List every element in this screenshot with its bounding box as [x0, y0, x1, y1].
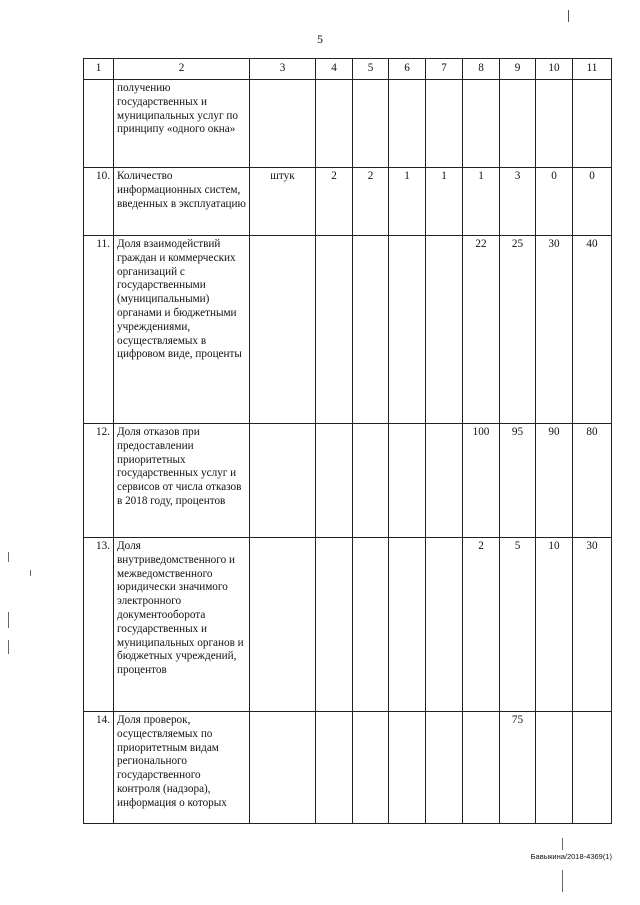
value-cell: [536, 80, 573, 168]
value-cell: [316, 80, 353, 168]
value-cell: 22: [463, 236, 500, 424]
value-cell: 5: [500, 538, 536, 712]
value-cell: [353, 538, 389, 712]
value-cell: [426, 236, 463, 424]
value-cell: 90: [536, 424, 573, 538]
table-row: [84, 168, 612, 236]
value-cell: 2: [353, 168, 389, 236]
value-cell: [573, 80, 612, 168]
value-cell: [463, 712, 500, 824]
value-cell: 0: [536, 168, 573, 236]
indicator-name: Доля отказов при предоставлении приоритетных государственных услуг и сервисов от числа отказов в 2018 году, процентов: [114, 424, 250, 538]
value-cell: 2: [463, 538, 500, 712]
table-row: [84, 424, 612, 538]
value-cell: 0: [573, 168, 612, 236]
table-row: [84, 236, 612, 424]
value-cell: [389, 80, 426, 168]
value-cell: 1: [389, 168, 426, 236]
header-cell: 9: [500, 59, 536, 80]
header-cell: 10: [536, 59, 573, 80]
table-row: [84, 538, 612, 712]
header-cell: 1: [84, 59, 114, 80]
value-cell: [353, 80, 389, 168]
header-cell: 3: [250, 59, 316, 80]
value-cell: 25: [500, 236, 536, 424]
indicators-table: [83, 58, 612, 824]
value-cell: 80: [573, 424, 612, 538]
value-cell: 30: [536, 236, 573, 424]
row-number: 14.: [84, 712, 114, 824]
value-cell: 1: [426, 168, 463, 236]
scan-mark-bottom: [562, 870, 563, 892]
indicator-name: Количество информационных систем, введенных в эксплуатацию: [114, 168, 250, 236]
value-cell: [536, 712, 573, 824]
value-cell: [316, 712, 353, 824]
header-cell: 8: [463, 59, 500, 80]
value-cell: 1: [463, 168, 500, 236]
unit-cell: [250, 424, 316, 538]
value-cell: [353, 712, 389, 824]
unit-cell: [250, 538, 316, 712]
table-row: [84, 712, 612, 824]
value-cell: [500, 80, 536, 168]
value-cell: [573, 712, 612, 824]
value-cell: [426, 712, 463, 824]
row-number: 12.: [84, 424, 114, 538]
header-row: [84, 59, 612, 80]
value-cell: [316, 236, 353, 424]
header-cell: 6: [389, 59, 426, 80]
scan-mark-left: [8, 552, 9, 562]
value-cell: 2: [316, 168, 353, 236]
indicator-name: Доля внутриведомственного и межведомственного юридически значимого электронного документооборота государственных и муниципальных органов и бюджетных учреждений, процентов: [114, 538, 250, 712]
unit-cell: [250, 236, 316, 424]
row-number: 10.: [84, 168, 114, 236]
header-cell: 7: [426, 59, 463, 80]
row-number: 11.: [84, 236, 114, 424]
value-cell: [389, 712, 426, 824]
value-cell: 3: [500, 168, 536, 236]
header-cell: 2: [114, 59, 250, 80]
unit-cell: штук: [250, 168, 316, 236]
value-cell: [389, 236, 426, 424]
unit-cell: [250, 80, 316, 168]
indicator-name: Доля взаимодействий граждан и коммерческих организаций с государственными (муниципальными) органами и бюджетными учреждениями, осуществляемых в цифровом виде, проценты: [114, 236, 250, 424]
value-cell: [316, 538, 353, 712]
value-cell: 75: [500, 712, 536, 824]
value-cell: 95: [500, 424, 536, 538]
header-cell: 4: [316, 59, 353, 80]
value-cell: 40: [573, 236, 612, 424]
value-cell: [426, 538, 463, 712]
value-cell: [353, 236, 389, 424]
value-cell: [463, 80, 500, 168]
value-cell: [353, 424, 389, 538]
header-cell: 5: [353, 59, 389, 80]
value-cell: [426, 424, 463, 538]
indicator-name: получению государственных и муниципальных услуг по принципу «одного окна»: [114, 80, 250, 168]
indicator-name: Доля проверок, осуществляемых по приоритетным видам регионального государственного контроля (надзора), информация о которых: [114, 712, 250, 824]
scan-mark-left: [8, 612, 9, 628]
value-cell: [426, 80, 463, 168]
unit-cell: [250, 712, 316, 824]
scan-mark-top: [568, 10, 569, 22]
row-number: [84, 80, 114, 168]
value-cell: 100: [463, 424, 500, 538]
page-number: 5: [317, 32, 323, 46]
row-number: 13.: [84, 538, 114, 712]
scan-mark-left: [30, 570, 31, 576]
value-cell: 30: [573, 538, 612, 712]
header-cell: 11: [573, 59, 612, 80]
value-cell: 10: [536, 538, 573, 712]
value-cell: [316, 424, 353, 538]
table-row: [84, 80, 612, 168]
value-cell: [389, 538, 426, 712]
scan-mark-bottom: [562, 838, 563, 850]
scan-mark-left: [8, 640, 9, 654]
value-cell: [389, 424, 426, 538]
document-reference: Бавыкина/2018-4369(1): [530, 852, 612, 861]
